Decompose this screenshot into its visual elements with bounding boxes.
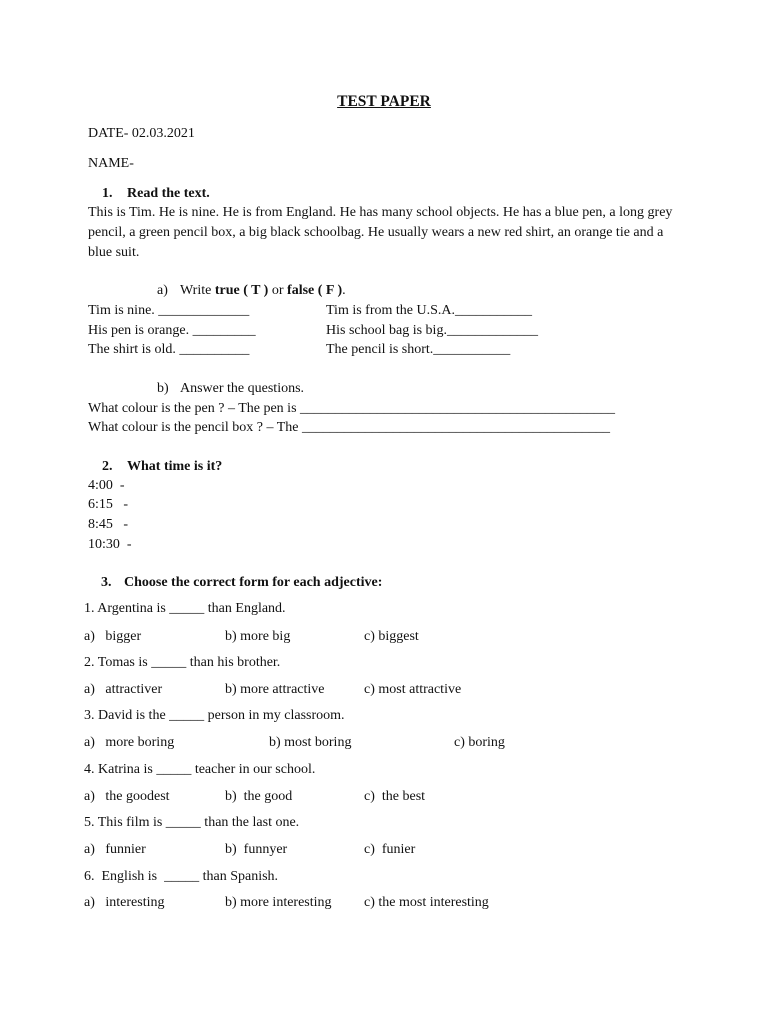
option-a: a) the goodest [84,789,170,804]
option-b: b) funnyer [225,842,288,857]
part-b-instruction: Answer the questions. [180,381,305,396]
part-a-instruction [180,281,346,301]
option-a: a) bigger [84,629,142,644]
reading-text: This is Tim. He is nine. He is from England. He has many school objects. He has a blue pen, a long grey pencil, a green pencil box, a big black schoolbag. He usually wears a new red shirt, an orange tie and a blue suit. [88,205,673,260]
adjective-question: 4. Katrina is _____ teacher in our school. [84,762,316,777]
section1-number: 1. [102,186,113,201]
option-c: c) funier [364,842,416,857]
section2-heading: What time is it? [127,459,223,474]
part-a-prefix: Write [180,283,215,298]
option-b: b) the good [225,789,293,804]
tf-right-3: The pencil is short.___________ [326,342,511,357]
tf-left-2: His pen is orange. _________ [88,323,256,338]
section2-number: 2. [102,459,113,474]
question-pencil-box: What colour is the pencil box ? – The ____________________________________________ [88,420,610,435]
option-b: b) most boring [269,735,352,750]
true-label: true ( T ) [214,283,269,298]
part-a-letter: a) [157,283,168,298]
part-a-suffix: . [342,283,346,298]
option-c: c) the best [364,789,426,804]
false-label: false ( F ) [287,283,343,298]
adjective-question: 5. This film is _____ than the last one. [84,815,300,830]
option-c: c) the most interesting [364,895,489,910]
tf-left-3: The shirt is old. __________ [88,342,250,357]
adjective-question: 1. Argentina is _____ than England. [84,601,286,616]
adjective-question: 2. Tomas is _____ than his brother. [84,655,281,670]
option-b: b) more attractive [225,682,325,697]
date-line: DATE- 02.03.2021 [88,126,195,141]
tf-right-2: His school bag is big._____________ [326,323,538,338]
option-c: c) boring [454,735,505,750]
option-a: a) interesting [84,895,165,910]
time-item: 6:15 - [88,497,129,512]
time-item: 10:30 - [88,537,132,552]
time-item: 8:45 - [88,517,129,532]
section3-heading: Choose the correct form for each adjective: [124,575,383,590]
option-c: c) most attractive [364,682,462,697]
option-c: c) biggest [364,629,419,644]
section3-number: 3. [101,575,112,590]
adjective-question: 6. English is _____ than Spanish. [84,869,279,884]
question-pen: What colour is the pen ? – The pen is _____________________________________________ [88,401,616,416]
part-a-or: or [268,283,288,298]
adjective-question: 3. David is the _____ person in my classroom. [84,708,345,723]
tf-left-1: Tim is nine. _____________ [88,303,250,318]
option-a: a) attractiver [84,682,163,697]
option-b: b) more big [225,629,291,644]
option-a: a) funnier [84,842,146,857]
section1-heading: Read the text. [127,186,210,201]
option-a: a) more boring [84,735,175,750]
time-item: 4:00 - [88,478,125,493]
name-line: NAME- [88,156,134,171]
page-title: TEST PAPER [337,93,431,110]
option-b: b) more interesting [225,895,332,910]
tf-right-1: Tim is from the U.S.A.___________ [326,303,533,318]
part-b-letter: b) [157,381,169,396]
